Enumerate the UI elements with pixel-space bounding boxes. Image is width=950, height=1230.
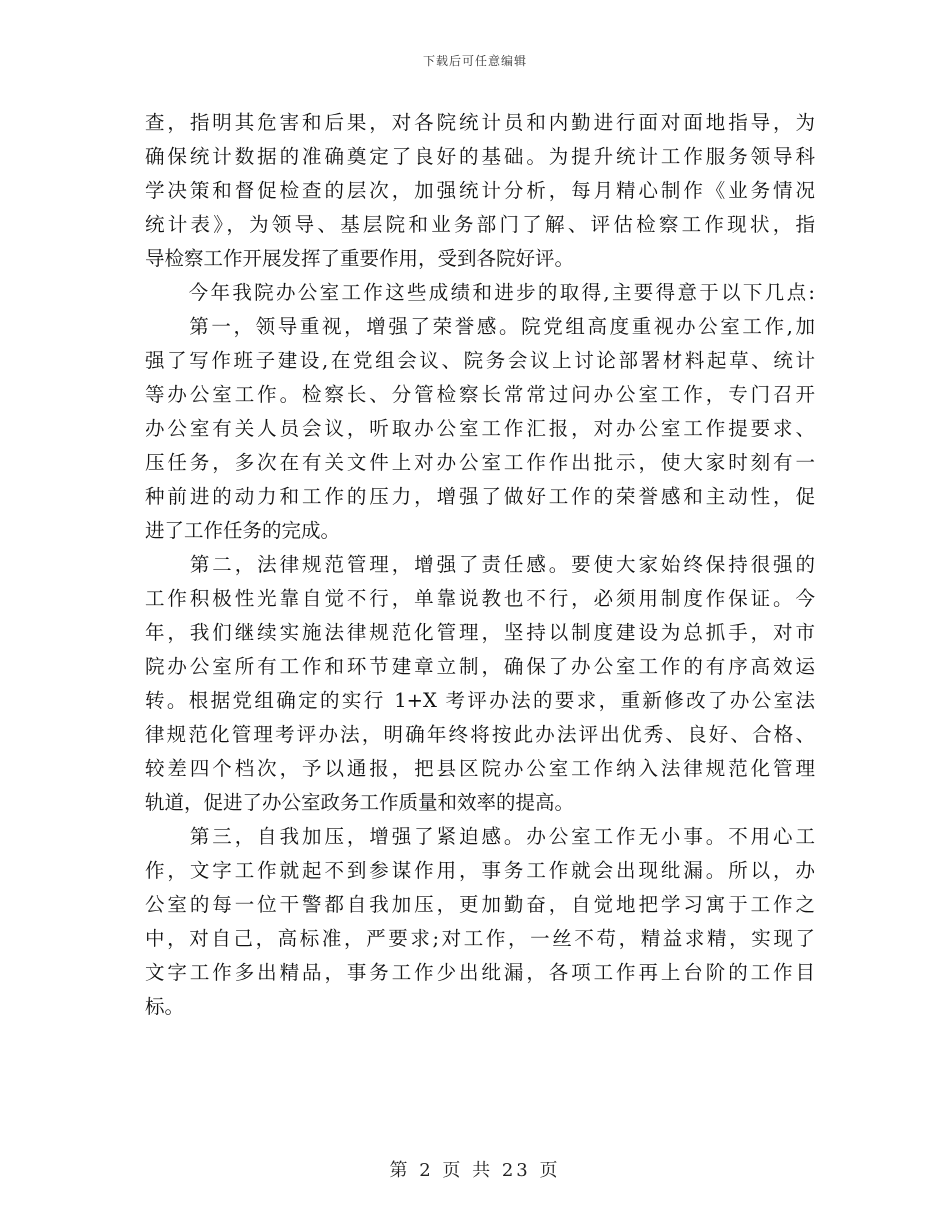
text-line: 工作积极性光靠自觉不行，单靠说教也不行，必须用制度作保证。今 [145, 587, 815, 610]
text-line: 等办公室工作。检察长、分管检察长常常过问办公室工作，专门召开 [145, 383, 815, 406]
text-line: 学决策和督促检查的层次，加强统计分析，每月精心制作《业务情况 [145, 179, 815, 202]
page-header: 下载后可任意编辑 [422, 54, 527, 68]
text-line: 转。根据党组确定的实行 1+X 考评办法的要求，重新修改了办公室法 [145, 689, 815, 712]
text-line: 较差四个档次，予以通报，把县区院办公室工作纳入法律规范化管理 [145, 757, 815, 780]
text-line: 压任务，多次在有关文件上对办公室工作作出批示，使大家时刻有一 [145, 451, 815, 474]
text-line: 轨道，促进了办公室政务工作质量和效率的提高。 [145, 791, 575, 814]
text-line: 律规范化管理考评办法，明确年终将按此办法评出优秀、良好、合格、 [145, 723, 815, 746]
text-line: 第一，领导重视，增强了荣誉感。院党组高度重视办公室工作,加 [145, 315, 815, 338]
text-line: 种前进的动力和工作的压力，增强了做好工作的荣誉感和主动性，促 [145, 485, 815, 508]
text-line: 文字工作多出精品，事务工作少出纰漏，各项工作再上台阶的工作目 [145, 961, 815, 984]
text-line: 今年我院办公室工作这些成绩和进步的取得,主要得意于以下几点: [145, 281, 815, 304]
text-line: 公室的每一位干警都自我加压，更加勤奋，自觉地把学习寓于工作之 [145, 893, 815, 916]
text-line: 中，对自己，高标准，严要求;对工作，一丝不苟，精益求精，实现了 [145, 927, 815, 950]
document-body [145, 106, 815, 1024]
text-line: 确保统计数据的准确奠定了良好的基础。为提升统计工作服务领导科 [145, 145, 815, 168]
text-line: 进了工作任务的完成。 [145, 519, 341, 542]
text-line: 统计表》，为领导、基层院和业务部门了解、评估检察工作现状，指 [145, 213, 815, 236]
text-line: 强了写作班子建设,在党组会议、院务会议上讨论部署材料起草、统计 [145, 349, 815, 372]
page-number-footer: 第 2 页 共 23 页 [389, 1160, 561, 1181]
text-line: 第二，法律规范管理，增强了责任感。要使大家始终保持很强的 [145, 553, 815, 576]
text-line: 第三，自我加压，增强了紧迫感。办公室工作无小事。不用心工 [145, 825, 815, 848]
text-line: 院办公室所有工作和环节建章立制，确保了办公室工作的有序高效运 [145, 655, 815, 678]
text-line: 年，我们继续实施法律规范化管理，坚持以制度建设为总抓手，对市 [145, 621, 815, 644]
text-line: 办公室有关人员会议，听取办公室工作汇报，对办公室工作提要求、 [145, 417, 815, 440]
text-line: 作，文字工作就起不到参谋作用，事务工作就会出现纰漏。所以，办 [145, 859, 815, 882]
text-line: 标。 [145, 995, 185, 1018]
text-line: 查，指明其危害和后果，对各院统计员和内勤进行面对面地指导，为 [145, 111, 815, 134]
text-line: 导检察工作开展发挥了重要作用，受到各院好评。 [145, 247, 575, 270]
